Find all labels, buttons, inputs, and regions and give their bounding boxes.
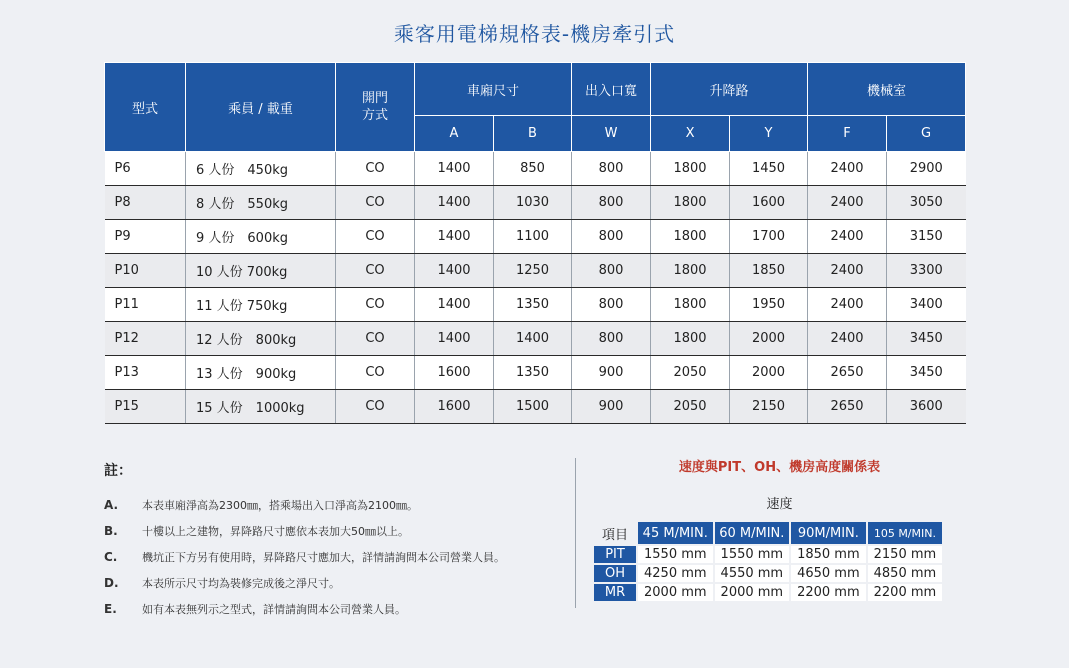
- table-row: [105, 356, 966, 390]
- cell-g: 3600: [887, 390, 966, 424]
- cell-x: 1800: [651, 220, 730, 254]
- header-entrance: 出入口寬: [572, 63, 651, 116]
- table-row: [105, 322, 966, 356]
- cell-a: 1400: [415, 254, 494, 288]
- cell-x: 1800: [651, 288, 730, 322]
- speed-column-header: 45 M/MIN.: [638, 522, 713, 544]
- speed-cell: 2000 mm: [715, 584, 790, 601]
- subheader-y: Y: [730, 116, 808, 152]
- speed-subtitle: 速度: [766, 497, 793, 512]
- cell-x: 1800: [651, 186, 730, 220]
- divider: [575, 458, 576, 608]
- cell-b: 1100: [494, 220, 572, 254]
- notes-section: [104, 460, 574, 622]
- cell-f: 2400: [808, 322, 887, 356]
- cell-b: 1250: [494, 254, 572, 288]
- cell-f: 2400: [808, 220, 887, 254]
- speed-cell: 2200 mm: [791, 584, 866, 601]
- cell-f: 2400: [808, 254, 887, 288]
- cell-door: CO: [336, 254, 415, 288]
- speed-cell: 4850 mm: [868, 565, 943, 582]
- header-capacity: 乘員 / 載重: [186, 63, 336, 152]
- subheader-x: X: [651, 116, 730, 152]
- cell-a: 1400: [415, 220, 494, 254]
- cell-door: CO: [336, 288, 415, 322]
- cell-a: 1400: [415, 288, 494, 322]
- cell-y: 2000: [730, 356, 808, 390]
- speed-cell: 1550 mm: [638, 546, 713, 563]
- cell-f: 2650: [808, 356, 887, 390]
- header-machine-room: 機械室: [808, 63, 966, 116]
- cell-g: 3050: [887, 186, 966, 220]
- cell-g: 3450: [887, 322, 966, 356]
- cell-g: 3450: [887, 356, 966, 390]
- note-item: [104, 518, 574, 544]
- cell-x: 1800: [651, 152, 730, 186]
- cell-door: CO: [336, 152, 415, 186]
- cell-door: CO: [336, 322, 415, 356]
- cell-type: P15: [105, 390, 186, 424]
- header-car: 車廂尺寸: [415, 63, 572, 116]
- cell-door: CO: [336, 220, 415, 254]
- speed-row-label: PIT: [594, 546, 636, 563]
- speed-column-header: 105 M/MIN.: [868, 522, 943, 544]
- cell-type: P12: [105, 322, 186, 356]
- cell-w: 800: [572, 186, 651, 220]
- cell-y: 1950: [730, 288, 808, 322]
- cell-b: 850: [494, 152, 572, 186]
- subheader-b: B: [494, 116, 572, 152]
- header-hoistway: 升降路: [651, 63, 808, 116]
- subheader-a: A: [415, 116, 494, 152]
- table-row: [105, 152, 966, 186]
- cell-w: 800: [572, 152, 651, 186]
- cell-type: P13: [105, 356, 186, 390]
- note-letter: E.: [104, 602, 117, 616]
- page-title: 乘客用電梯規格表-機房牽引式: [393, 22, 676, 46]
- cell-a: 1600: [415, 390, 494, 424]
- cell-capacity: 11 人份 750kg: [186, 288, 336, 322]
- cell-f: 2650: [808, 390, 887, 424]
- cell-door: CO: [336, 390, 415, 424]
- subheader-f: F: [808, 116, 887, 152]
- speed-cell: 4650 mm: [791, 565, 866, 582]
- note-letter: D.: [104, 576, 119, 590]
- header-door: 開門 方式: [336, 63, 415, 152]
- cell-w: 800: [572, 220, 651, 254]
- cell-type: P6: [105, 152, 186, 186]
- cell-g: 2900: [887, 152, 966, 186]
- note-letter: B.: [104, 524, 118, 538]
- cell-b: 1400: [494, 322, 572, 356]
- cell-door: CO: [336, 186, 415, 220]
- speed-table-title: 速度與PIT、OH、機房高度關係表: [678, 460, 881, 475]
- cell-x: 2050: [651, 390, 730, 424]
- note-item: [104, 570, 574, 596]
- table-row: [105, 186, 966, 220]
- cell-y: 2000: [730, 322, 808, 356]
- cell-w: 900: [572, 356, 651, 390]
- subheader-g: G: [887, 116, 966, 152]
- speed-column-header: 90M/MIN.: [791, 522, 866, 544]
- note-item: [104, 596, 574, 622]
- cell-f: 2400: [808, 288, 887, 322]
- cell-g: 3150: [887, 220, 966, 254]
- note-text: 機坑正下方另有使用時，昇降路尺寸應加大，詳情請詢問本公司營業人員。: [142, 551, 505, 564]
- cell-g: 3400: [887, 288, 966, 322]
- cell-y: 2150: [730, 390, 808, 424]
- speed-cell: 1550 mm: [715, 546, 790, 563]
- speed-cell: 2200 mm: [868, 584, 943, 601]
- cell-x: 2050: [651, 356, 730, 390]
- cell-f: 2400: [808, 152, 887, 186]
- note-letter: A.: [104, 498, 119, 512]
- note-text: 如有本表無列示之型式，詳情請詢問本公司營業人員。: [142, 603, 406, 616]
- cell-w: 800: [572, 322, 651, 356]
- speed-row-label: MR: [594, 584, 636, 601]
- cell-w: 800: [572, 288, 651, 322]
- speed-cell: 2000 mm: [638, 584, 713, 601]
- notes-title: 註：: [104, 463, 132, 479]
- cell-y: 1700: [730, 220, 808, 254]
- speed-cell: 4550 mm: [715, 565, 790, 582]
- header-type: 型式: [105, 63, 186, 152]
- cell-a: 1600: [415, 356, 494, 390]
- cell-capacity: 6 人份 450kg: [186, 152, 336, 186]
- cell-b: 1030: [494, 186, 572, 220]
- cell-type: P11: [105, 288, 186, 322]
- note-text: 十樓以上之建物，昇降路尺寸應依本表加大50㎜以上。: [142, 525, 409, 538]
- table-row: [105, 390, 966, 424]
- speed-row-label: OH: [594, 565, 636, 582]
- cell-b: 1350: [494, 356, 572, 390]
- subheader-w: W: [572, 116, 651, 152]
- speed-cell: 4250 mm: [638, 565, 713, 582]
- note-item: [104, 492, 574, 518]
- cell-x: 1800: [651, 254, 730, 288]
- cell-b: 1500: [494, 390, 572, 424]
- cell-type: P9: [105, 220, 186, 254]
- cell-a: 1400: [415, 152, 494, 186]
- note-text: 本表車廂淨高為2300㎜，搭乘場出入口淨高為2100㎜。: [142, 499, 418, 512]
- cell-type: P10: [105, 254, 186, 288]
- cell-x: 1800: [651, 322, 730, 356]
- cell-capacity: 15 人份 1000kg: [186, 390, 336, 424]
- table-row: [105, 254, 966, 288]
- note-text: 本表所示尺寸均為裝修完成後之淨尺寸。: [142, 577, 340, 590]
- cell-capacity: 13 人份 900kg: [186, 356, 336, 390]
- table-row: [105, 288, 966, 322]
- table-row: [105, 220, 966, 254]
- speed-item-label: 項目: [601, 527, 628, 543]
- note-letter: C.: [104, 550, 118, 564]
- note-item: [104, 544, 574, 570]
- cell-capacity: 8 人份 550kg: [186, 186, 336, 220]
- cell-y: 1450: [730, 152, 808, 186]
- speed-column-header: 60 M/MIN.: [715, 522, 790, 544]
- cell-w: 800: [572, 254, 651, 288]
- cell-capacity: 12 人份 800kg: [186, 322, 336, 356]
- cell-capacity: 10 人份 700kg: [186, 254, 336, 288]
- speed-row: [594, 584, 942, 601]
- cell-door: CO: [336, 356, 415, 390]
- speed-cell: 1850 mm: [791, 546, 866, 563]
- cell-y: 1600: [730, 186, 808, 220]
- cell-b: 1350: [494, 288, 572, 322]
- cell-w: 900: [572, 390, 651, 424]
- speed-cell: 2150 mm: [868, 546, 943, 563]
- cell-a: 1400: [415, 322, 494, 356]
- cell-capacity: 9 人份 600kg: [186, 220, 336, 254]
- cell-a: 1400: [415, 186, 494, 220]
- cell-g: 3300: [887, 254, 966, 288]
- speed-table: [592, 520, 944, 603]
- spec-table: [104, 62, 966, 424]
- speed-row: [594, 565, 942, 582]
- speed-row: [594, 546, 942, 563]
- cell-y: 1850: [730, 254, 808, 288]
- cell-type: P8: [105, 186, 186, 220]
- cell-f: 2400: [808, 186, 887, 220]
